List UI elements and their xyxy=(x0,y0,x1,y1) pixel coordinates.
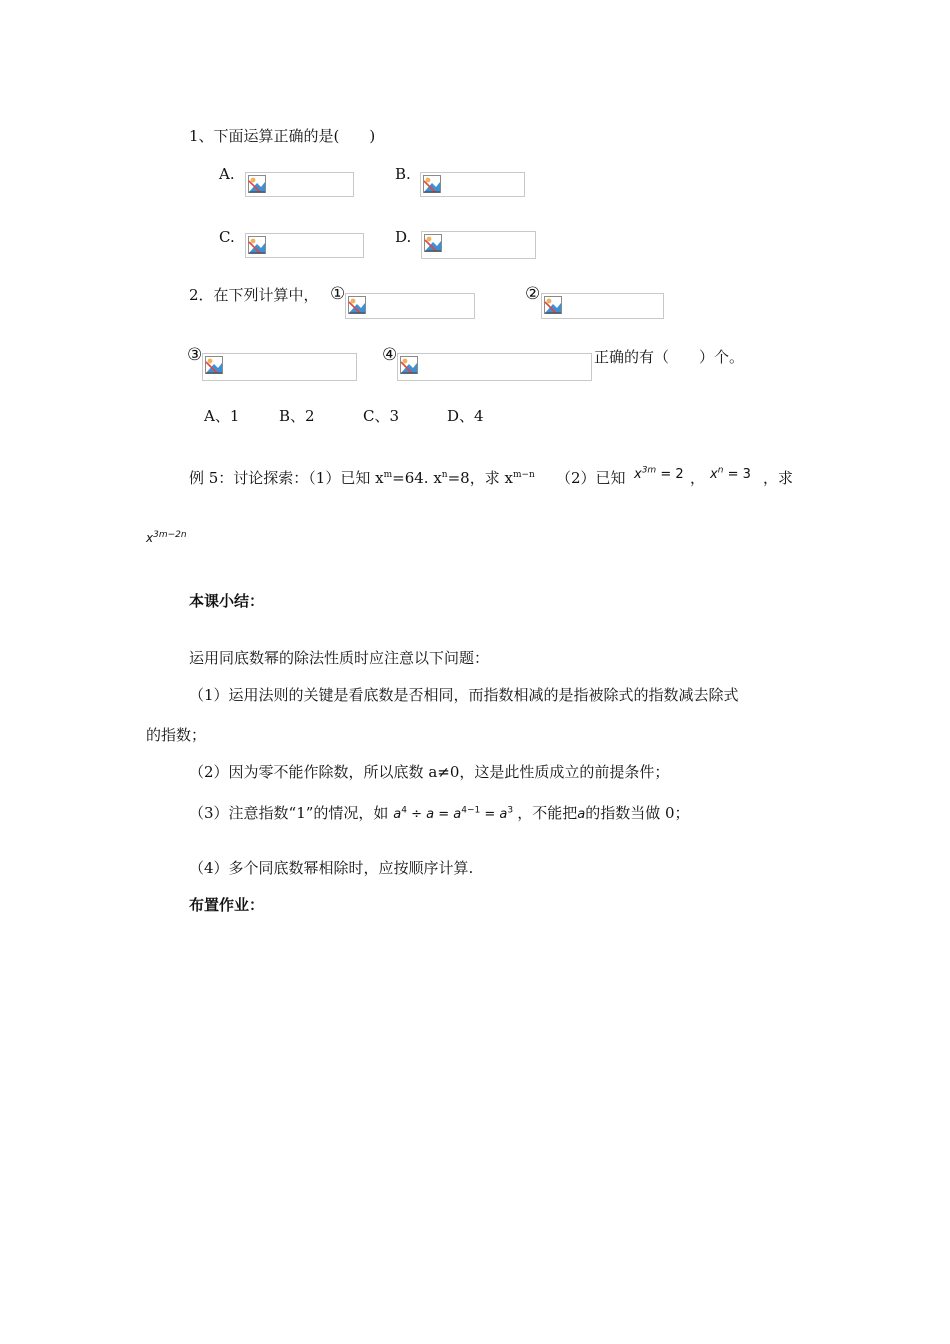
summary-point-1a: （1）运用法则的关键是看底数是否相同，而指数相减的是指被除式的指数减去除式 xyxy=(189,686,739,704)
eq-2: = 2 xyxy=(660,467,684,482)
q1-option-c-image xyxy=(245,233,364,258)
exp-m: m xyxy=(383,470,393,480)
example5-ask: ，求 xyxy=(763,469,794,487)
example5-comma: ， xyxy=(690,469,706,487)
equals-sign: = xyxy=(484,807,496,822)
summary-point-3-formula xyxy=(393,807,517,822)
example5-part2-label: （2）已知 xyxy=(556,469,626,487)
var-x: x xyxy=(146,531,154,545)
broken-image-icon xyxy=(248,175,266,193)
q2-marker-2: ② xyxy=(525,284,541,304)
q2-marker-4: ④ xyxy=(382,345,398,365)
exp-m-minus-n: m−n xyxy=(512,470,535,480)
broken-image-icon xyxy=(348,296,366,314)
summary-point-3-tail: 的指数当做 0； xyxy=(585,804,690,822)
var-a: a xyxy=(499,807,508,822)
q2-suffix: 正确的有（ ）个。 xyxy=(594,348,745,366)
example5-eq1-tail: =8，求 x xyxy=(447,469,513,487)
summary-point-2: （2）因为零不能作除数，所以底数 a≠0，这是此性质成立的前提条件； xyxy=(189,763,670,781)
q1-option-a-label: A. xyxy=(219,165,235,183)
q2-marker-3: ③ xyxy=(187,345,203,365)
homework-heading: 布置作业： xyxy=(189,896,265,914)
q2-choice-b: B、2 xyxy=(279,407,315,425)
exp-n: n xyxy=(717,465,724,476)
var-a: a xyxy=(393,807,402,822)
q1-option-b-label: B. xyxy=(395,165,411,183)
example5-formula-2 xyxy=(710,465,751,482)
q2-choice-a: A、1 xyxy=(204,407,240,425)
exp-3: 3 xyxy=(507,805,514,816)
q2-choice-c: C、3 xyxy=(363,407,400,425)
q1-option-a-image xyxy=(245,172,354,197)
q2-item-2-image xyxy=(541,293,664,319)
q2-title: 2．在下列计算中， xyxy=(189,286,319,304)
var-a: a xyxy=(453,807,462,822)
broken-image-icon xyxy=(423,175,441,193)
var-a: a xyxy=(577,807,586,822)
var-x: x xyxy=(710,467,718,482)
equals-sign: = xyxy=(438,807,450,822)
q1-title: 1、下面运算正确的是( ) xyxy=(189,127,376,145)
q2-choice-d: D、4 xyxy=(447,407,484,425)
exp-4-minus-1: 4−1 xyxy=(461,805,481,816)
q1-option-b-image xyxy=(420,172,525,197)
broken-image-icon xyxy=(205,356,223,374)
q2-item-1-image xyxy=(345,293,475,319)
exp-3m: 3m xyxy=(641,465,657,476)
q1-option-c-label: C. xyxy=(219,228,235,246)
example5-line xyxy=(189,471,535,486)
q2-item-3-image xyxy=(202,353,357,381)
broken-image-icon xyxy=(248,236,266,254)
broken-image-icon xyxy=(400,356,418,374)
example5-formula-1 xyxy=(634,465,684,482)
summary-point-3 xyxy=(189,806,690,821)
summary-point-3-mid: ，不能把 xyxy=(517,804,578,822)
example5-part2 xyxy=(556,471,626,486)
q1-option-d-image xyxy=(421,231,536,259)
broken-image-icon xyxy=(424,234,442,252)
var-x: x xyxy=(634,467,642,482)
summary-heading: 本课小结： xyxy=(189,592,265,610)
q2-item-4-image xyxy=(397,353,592,381)
summary-point-3-lead: （3）注意指数“1”的情况，如 xyxy=(189,804,389,822)
q2-marker-1: ① xyxy=(330,284,346,304)
var-a: a xyxy=(426,807,435,822)
broken-image-icon xyxy=(544,296,562,314)
example5-eq1-mid: =64. x xyxy=(392,469,442,487)
example5-lead: 例 5：讨论探索：（1）已知 x xyxy=(189,469,384,487)
q1-option-d-label: D. xyxy=(395,228,412,246)
summary-intro: 运用同底数幂的除法性质时应注意以下问题： xyxy=(189,649,490,667)
summary-point-1b: 的指数； xyxy=(146,726,207,744)
example5-formula-3 xyxy=(146,532,187,544)
summary-point-4: （4）多个同底数幂相除时，应按顺序计算. xyxy=(189,859,474,877)
exp-3m-minus-2n: 3m−2n xyxy=(153,530,187,540)
divide-sign: ÷ xyxy=(411,807,422,822)
eq-3: = 3 xyxy=(727,467,751,482)
exp-n: n xyxy=(441,470,448,480)
exp-4: 4 xyxy=(401,805,407,816)
